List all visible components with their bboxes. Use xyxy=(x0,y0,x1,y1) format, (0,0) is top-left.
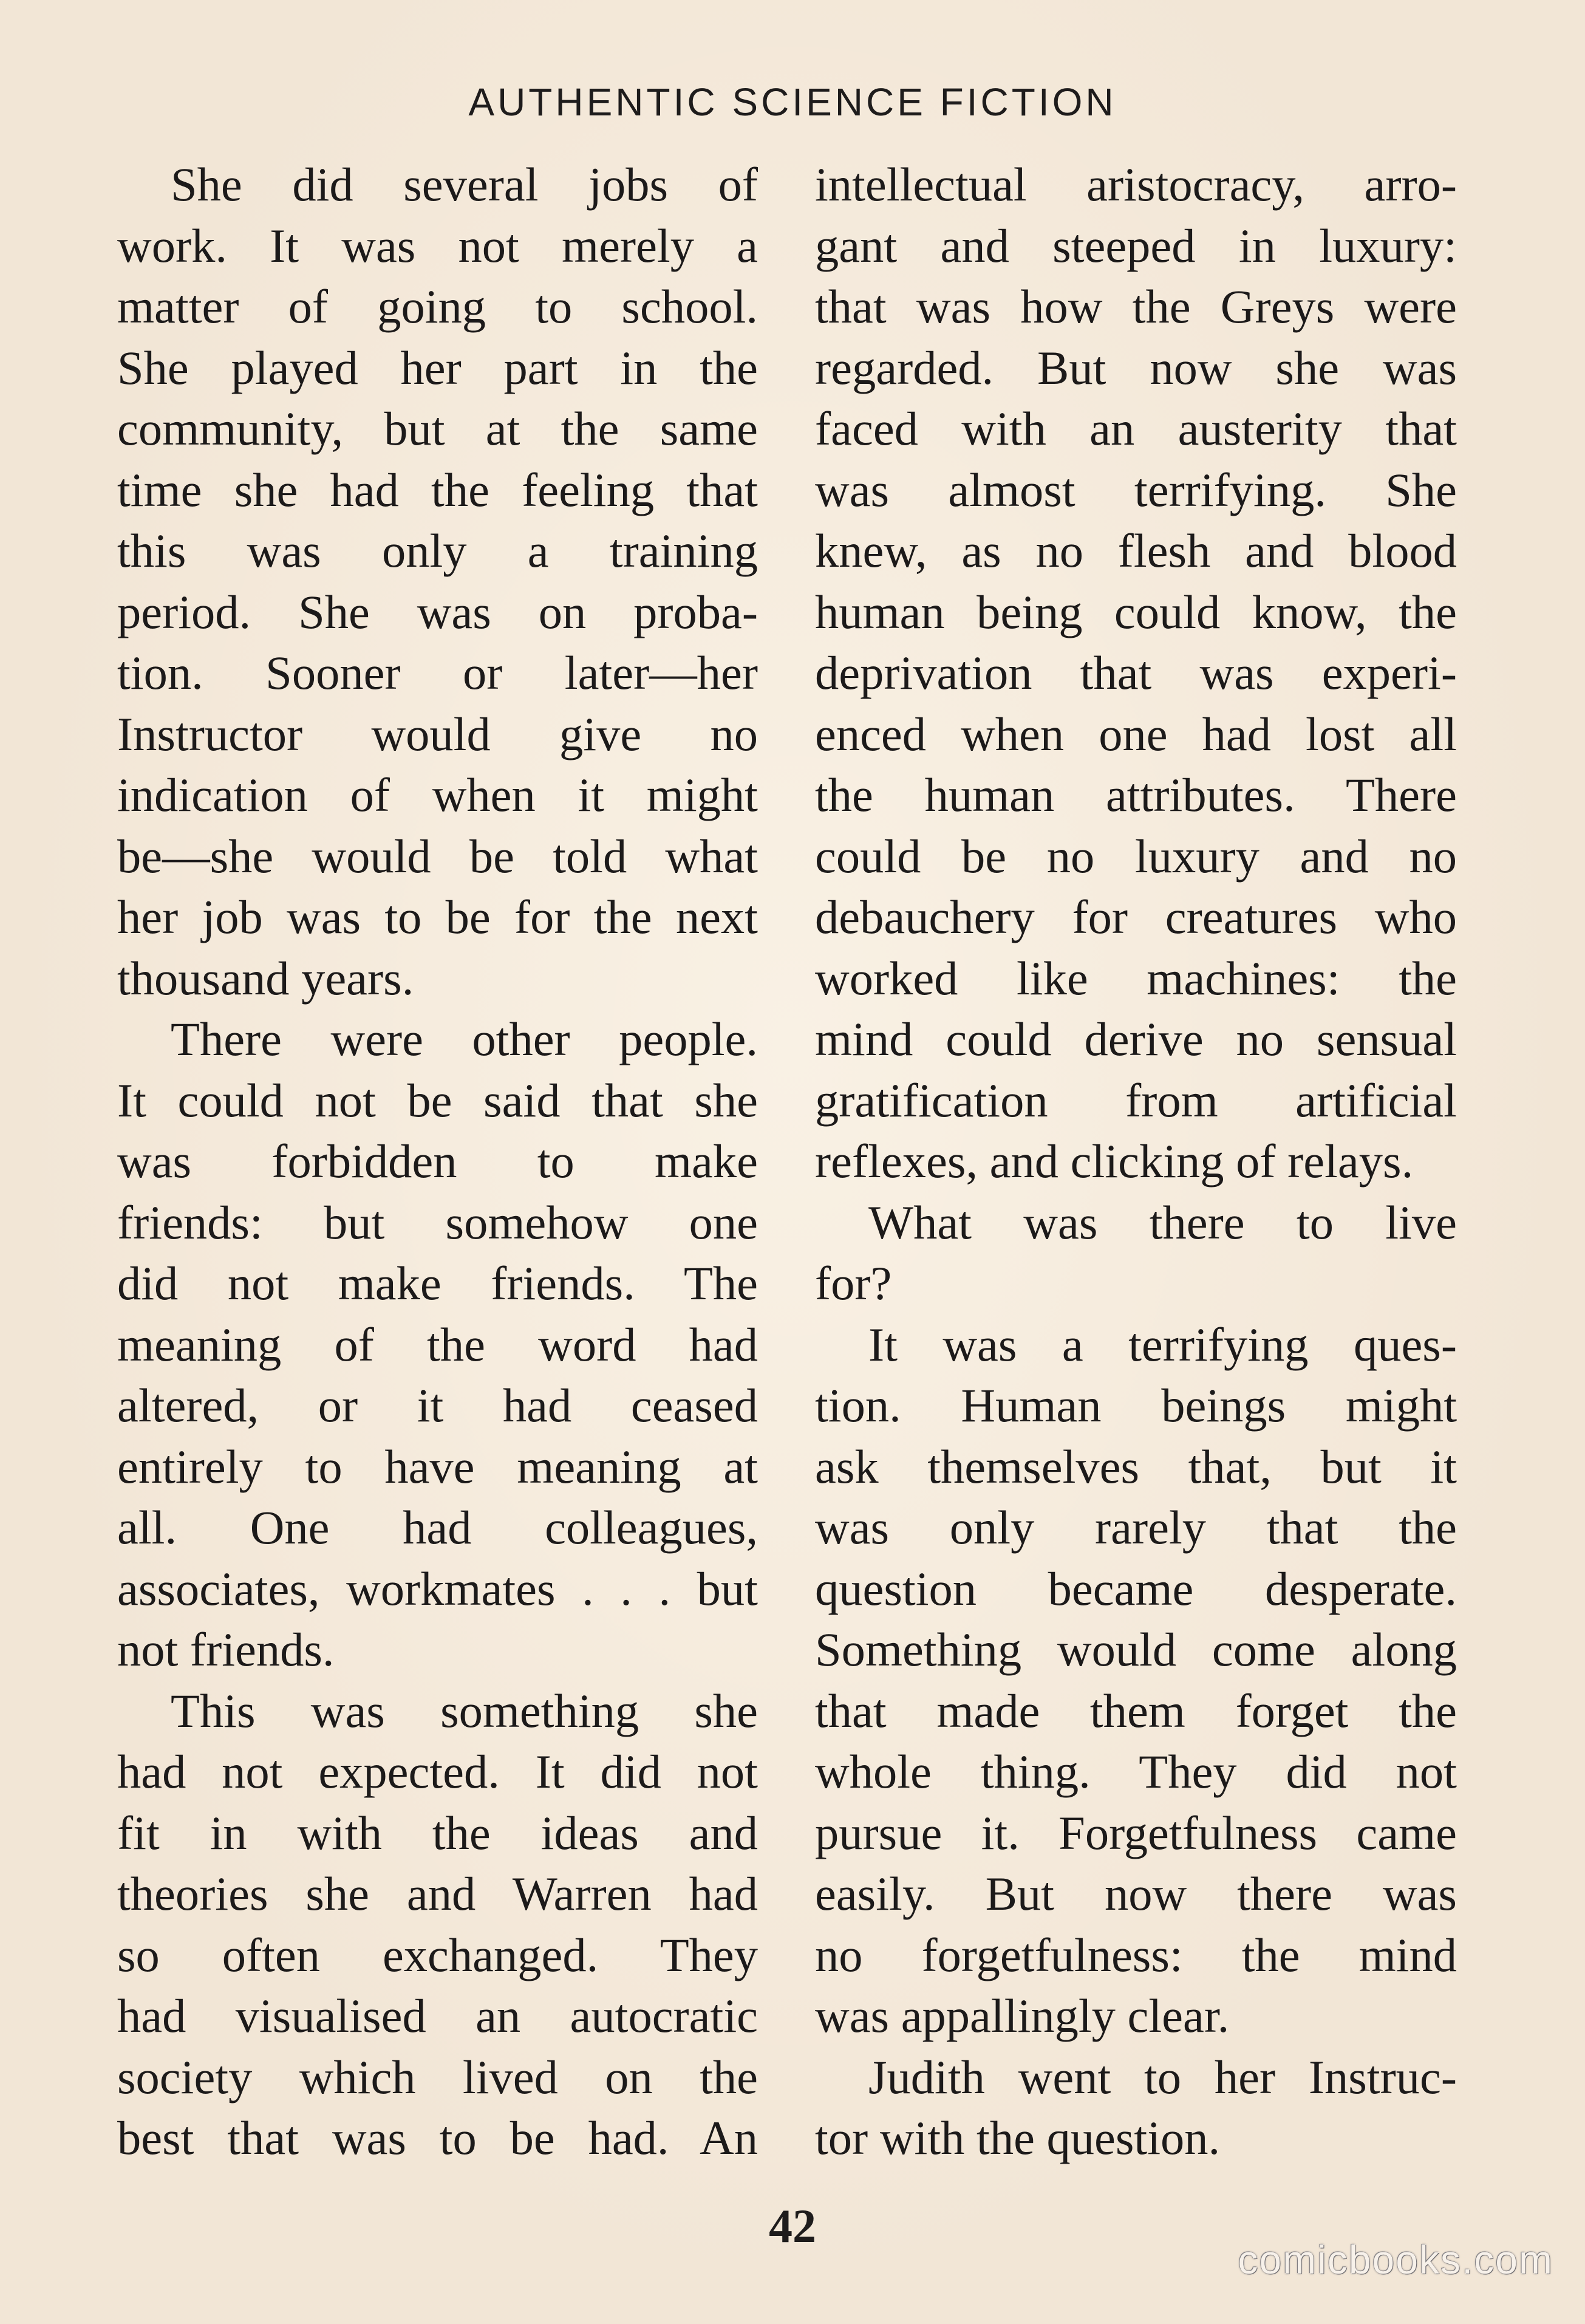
text-line: regarded. But now she was xyxy=(815,341,1457,394)
right-column xyxy=(815,154,1457,2169)
text-line: thousand years. xyxy=(117,951,414,1005)
text-line: that was how the Greys were xyxy=(815,280,1457,333)
text-line: that made them forget the xyxy=(815,1684,1457,1737)
text-line: whole thing. They did not xyxy=(815,1745,1457,1798)
text-line: easily. But now there was xyxy=(815,1867,1457,1920)
watermark: comicbooks.com xyxy=(1238,2237,1553,2282)
page-number: 42 xyxy=(769,2199,816,2252)
text-line: What was there to live xyxy=(868,1195,1457,1249)
text-line: could be no luxury and no xyxy=(815,829,1457,883)
text-line: Something would come along xyxy=(815,1623,1457,1676)
text-line: worked like machines: the xyxy=(815,951,1457,1005)
text-line: for? xyxy=(815,1257,892,1310)
text-line: entirely to have meaning at xyxy=(117,1440,758,1493)
left-column xyxy=(117,154,758,2169)
text-line: intellectual aristocracy, arro- xyxy=(815,158,1457,211)
text-line: work. It was not merely a xyxy=(117,219,758,272)
text-line: reflexes, and clicking of relays. xyxy=(815,1135,1414,1188)
text-line: pursue it. Forgetfulness came xyxy=(815,1806,1457,1859)
text-line: It was a terrifying ques- xyxy=(868,1318,1457,1371)
text-line: There were other people. xyxy=(171,1013,758,1065)
text-line: society which lived on the xyxy=(117,2050,758,2104)
text-line: fit in with the ideas and xyxy=(117,1806,758,1859)
text-line: It could not be said that she xyxy=(117,1073,758,1127)
text-line: community, but at the same xyxy=(117,402,758,455)
text-line: all. One had colleagues, xyxy=(117,1501,758,1554)
text-line: Instructor would give no xyxy=(117,707,758,760)
paragraph xyxy=(117,1009,758,1681)
text-line: her job was to be for the next xyxy=(117,890,758,943)
text-line: associates, workmates . . . but xyxy=(117,1562,758,1615)
paragraph xyxy=(815,154,1457,1192)
text-line: theories she and Warren had xyxy=(117,1867,758,1920)
text-line: gratification from artificial xyxy=(815,1073,1457,1127)
text-line: meaning of the word had xyxy=(117,1318,758,1371)
text-line: matter of going to school. xyxy=(117,280,758,333)
text-line: this was only a training xyxy=(117,524,758,577)
text-line: time she had the feeling that xyxy=(117,463,758,516)
running-head: AUTHENTIC SCIENCE FICTION xyxy=(468,80,1117,124)
text-line: was appallingly clear. xyxy=(815,1989,1230,2042)
text-line: was only rarely that the xyxy=(815,1501,1457,1554)
text-line: knew, as no flesh and blood xyxy=(815,524,1457,577)
text-line: be—she would be told what xyxy=(117,829,758,883)
text-line: altered, or it had ceased xyxy=(117,1379,758,1432)
text-line: no forgetfulness: the mind xyxy=(815,1928,1457,1981)
text-line: gant and steeped in luxury: xyxy=(815,219,1457,272)
text-line: had not expected. It did not xyxy=(117,1745,758,1798)
text-line: question became desperate. xyxy=(815,1562,1457,1615)
text-line: debauchery for creatures who xyxy=(815,890,1457,943)
text-line: She played her part in the xyxy=(117,341,758,394)
paragraph xyxy=(117,1681,758,2169)
paragraph xyxy=(815,1314,1457,2047)
text-line: tion. Sooner or later—her xyxy=(117,646,758,699)
paragraph xyxy=(117,154,758,1009)
text-line: the human attributes. There xyxy=(815,768,1457,821)
text-line: tor with the question. xyxy=(815,2111,1221,2164)
text-line: did not make friends. The xyxy=(117,1257,758,1310)
paragraph xyxy=(815,1192,1457,1314)
text-line: ask themselves that, but it xyxy=(815,1440,1457,1493)
text-line: best that was to be had. An xyxy=(117,2111,758,2164)
text-line: friends: but somehow one xyxy=(117,1195,758,1249)
text-line: so often exchanged. They xyxy=(117,1928,758,1981)
text-line: human being could know, the xyxy=(815,585,1457,638)
text-line: was forbidden to make xyxy=(117,1135,758,1188)
text-line: tion. Human beings might xyxy=(815,1379,1457,1432)
text-line: enced when one had lost all xyxy=(815,707,1457,760)
paragraph xyxy=(815,2047,1457,2169)
text-line: faced with an austerity that xyxy=(815,402,1457,455)
text-line: period. She was on proba- xyxy=(117,585,758,638)
text-line: mind could derive no sensual xyxy=(815,1013,1457,1065)
text-line: deprivation that was experi- xyxy=(815,646,1457,699)
text-line: Judith went to her Instruc- xyxy=(868,2050,1457,2104)
text-line: She did several jobs of xyxy=(171,158,758,211)
text-line: This was something she xyxy=(171,1684,758,1737)
text-line: had visualised an autocratic xyxy=(117,1989,758,2042)
text-line: was almost terrifying. She xyxy=(815,463,1457,516)
text-line: indication of when it might xyxy=(117,768,758,821)
text-line: not friends. xyxy=(117,1623,335,1676)
